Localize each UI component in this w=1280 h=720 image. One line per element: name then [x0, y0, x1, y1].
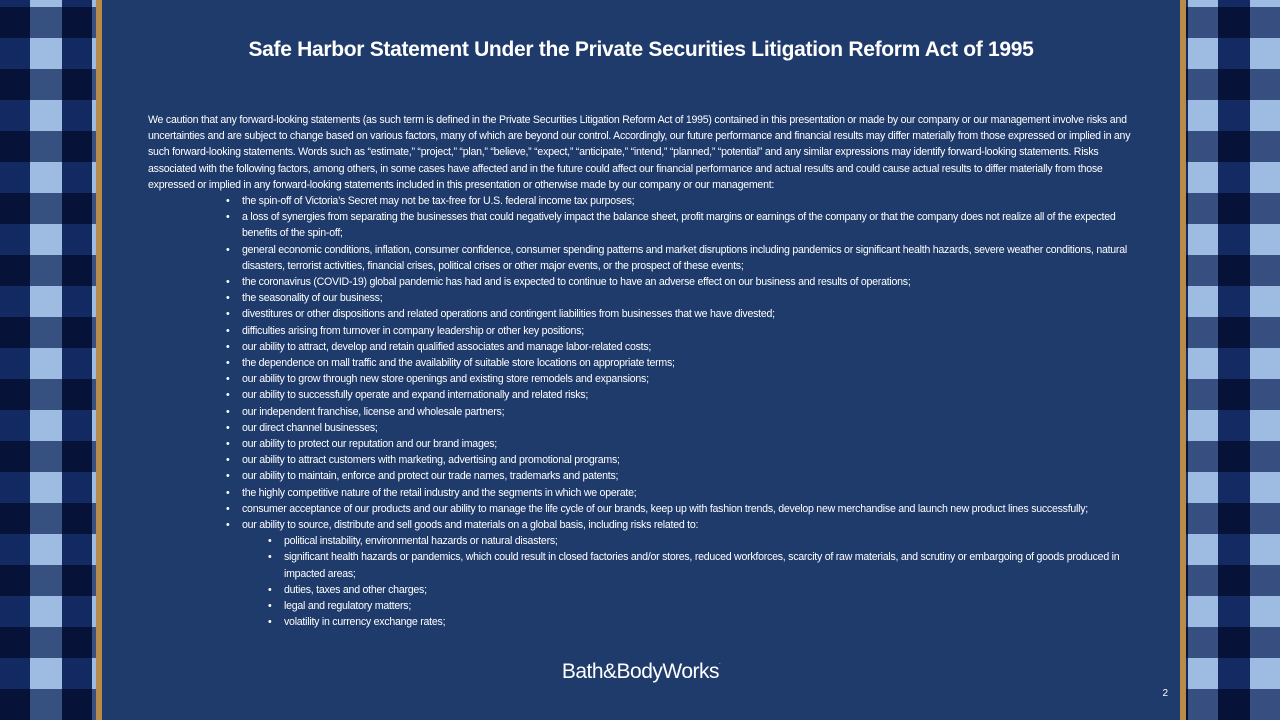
- list-item: • the spin-off of Victoria’s Secret may not be tax-free for U.S. federal income tax purposes;: [242, 193, 1138, 209]
- list-item: • our ability to maintain, enforce and protect our trade names, trademarks and patents;: [242, 468, 1138, 484]
- slide-panel: [96, 0, 1186, 720]
- plaid-border-right: [1186, 0, 1280, 720]
- risk-factor-list: [148, 193, 1138, 630]
- list-item: • our ability to protect our reputation and our brand images;: [242, 436, 1138, 452]
- sub-list-item: • political instability, environmental hazards or natural disasters;: [284, 533, 1138, 549]
- plaid-border-left: [0, 0, 96, 720]
- list-item: • the coronavirus (COVID-19) global pandemic has had and is expected to continue to have an adverse effect on our business and results of operations;: [242, 274, 1138, 290]
- intro-paragraph: We caution that any forward-looking statements (as such term is defined in the Private Securities Litigation Reform Act of 1995) contained in this presentation or made by our company or our management involve risks and uncertainties and are subject to change based on various factors, many of which are beyond our control. Accordingly, our future performance and financial results may differ materially from those expressed or implied in any such forward-looking statements. Words such as “estimate,” “project,” “plan,” “believe,” “expect,” “anticipate,” “intend,” “planned,” “potential” and any similar expressions may identify forward-looking statements. Risks associated with the following factors, among others, in some cases have affected and in the future could affect our financial performance and actual results and could cause actual results to differ materially from those expressed or implied in any forward-looking statements included in this presentation or otherwise made by our company or our management:: [148, 114, 1131, 191]
- sub-list-item: • legal and regulatory matters;: [284, 598, 1138, 614]
- sourcing-risk-list: [242, 533, 1138, 630]
- list-item: • our ability to attract, develop and retain qualified associates and manage labor-related costs;: [242, 339, 1138, 355]
- slide-title: Safe Harbor Statement Under the Private Securities Litigation Reform Act of 1995: [248, 38, 1034, 61]
- list-item: • difficulties arising from turnover in company leadership or other key positions;: [242, 323, 1138, 339]
- sub-list-item: • volatility in currency exchange rates;: [284, 614, 1138, 630]
- list-item: • divestitures or other dispositions and related operations and contingent liabilities from businesses that we have divested;: [242, 306, 1138, 322]
- list-item: • our ability to successfully operate and expand internationally and related risks;: [242, 387, 1138, 403]
- list-item: • general economic conditions, inflation, consumer confidence, consumer spending patterns and market disruptions including pandemics or significant health hazards, severe weather conditions, natural disasters, terrorist activities, financial crises, political crises or other major events, or the prospect of these events;: [242, 242, 1138, 274]
- list-item: • the dependence on mall traffic and the availability of suitable store locations on appropriate terms;: [242, 355, 1138, 371]
- list-item: • our ability to attract customers with marketing, advertising and promotional programs;: [242, 452, 1138, 468]
- list-item: • a loss of synergies from separating the businesses that could negatively impact the balance sheet, profit margins or earnings of the company or that the company does not realize all of the expected benefits of the spin-off;: [242, 209, 1138, 241]
- sub-list-item: • significant health hazards or pandemics, which could result in closed factories and/or stores, reduced workforces, scarcity of raw materials, and scrutiny or embargoing of goods produced in impacted areas;: [284, 549, 1138, 581]
- list-item: • our direct channel businesses;: [242, 420, 1138, 436]
- page-number: 2: [1162, 688, 1168, 699]
- brand-logo: Bath&BodyWorks.: [561, 660, 721, 683]
- list-item-with-subitems: [242, 517, 1138, 630]
- list-item: • the highly competitive nature of the retail industry and the segments in which we operate;: [242, 485, 1138, 501]
- list-item: • the seasonality of our business;: [242, 290, 1138, 306]
- sub-list-item: • duties, taxes and other charges;: [284, 582, 1138, 598]
- brand-logo-text: Bath&BodyWorks: [561, 660, 719, 683]
- safe-harbor-body: [148, 112, 1138, 631]
- list-item: • our independent franchise, license and wholesale partners;: [242, 404, 1138, 420]
- list-item-text: our ability to source, distribute and sell goods and materials on a global basis, including risks related to:: [242, 519, 699, 532]
- list-item: • our ability to grow through new store openings and existing store remodels and expansions;: [242, 371, 1138, 387]
- list-item: • consumer acceptance of our products and our ability to manage the life cycle of our brands, keep up with fashion trends, develop new merchandise and launch new product lines successfully;: [242, 501, 1138, 517]
